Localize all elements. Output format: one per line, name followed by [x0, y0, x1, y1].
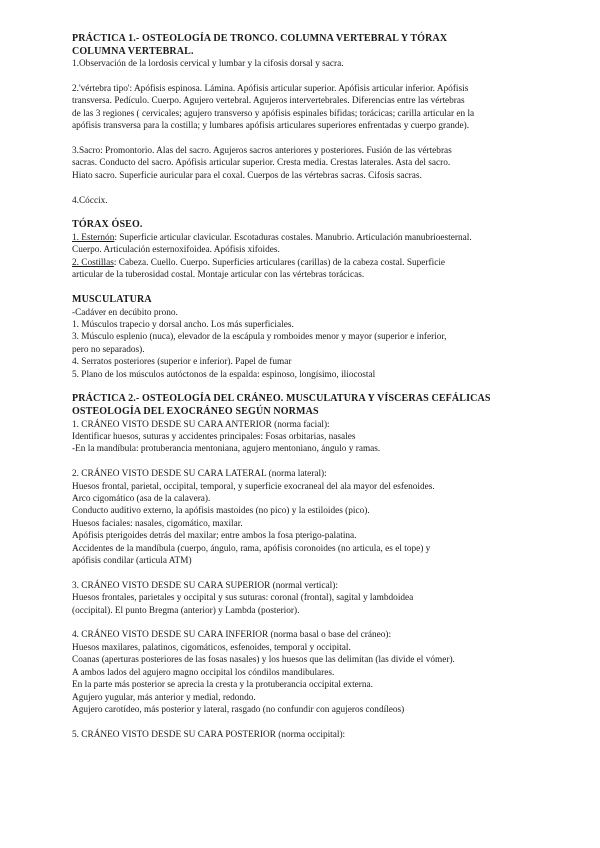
- item-1: 1.Observación de la lordosis cervical y lumbar y la cifosis dorsal y sacra.: [72, 59, 344, 70]
- norma-2-line-3: Conducto auditivo externo, la apófisis mastoides (no pico) y la estiloides (pico).: [72, 506, 370, 517]
- norma-2-line-7: apófisis condilar (articula ATM): [72, 556, 192, 567]
- item-2-line-1: 2.'vértebra tipo': Apófisis espinosa. Lámina. Apófisis articular superior. Apófisis articular inferior. Apófisis: [72, 83, 469, 94]
- norma-4-line-1: Huesos maxilares, palatinos, cigomáticos, esfenoides, temporal y occipital.: [72, 642, 351, 653]
- practice-1-title: PRÁCTICA 1.- OSTEOLOGÍA DE TRONCO. COLUMNA VERTEBRAL Y TÓRAX: [72, 33, 448, 44]
- item-3-line-3: Hiato sacro. Superficie auricular para el coxal. Cuerpos de las vértebras sacras. Cifosis sacras.: [72, 170, 422, 181]
- practice-2-title: PRÁCTICA 2.- OSTEOLOGÍA DEL CRÁNEO. MUSCULATURA Y VÍSCERAS CEFÁLICAS: [72, 393, 491, 405]
- norma-1-heading: 1. CRÁNEO VISTO DESDE SU CARA ANTERIOR (norma facial):: [72, 419, 330, 430]
- norma-2-line-2: Arco cigomático (asa de la calavera).: [72, 494, 211, 505]
- norma-1-line-1: Identificar huesos, suturas y accidentes principales: Fosas orbitarias, nasales: [72, 432, 356, 443]
- costillas-label: 2. Costillas: [72, 257, 114, 268]
- norma-3-heading: 3. CRÁNEO VISTO DESDE SU CARA SUPERIOR (normal vertical):: [72, 580, 338, 591]
- musc-line-2: 3. Músculo esplenio (nuca), elevador de la escápula y romboides menor y mayor (superior e inferior,: [72, 332, 447, 343]
- norma-4-line-5: Agujero yugular, más anterior y medial, redondo.: [72, 692, 256, 703]
- esternon-label: 1. Esternón: [72, 233, 115, 243]
- norma-4-line-4: En la parte más posterior se aprecia la cresta y la protuberancia occipital externa.: [72, 680, 373, 691]
- section-heading-exocraneo: OSTEOLOGÍA DEL EXOCRÁNEO SEGÚN NORMAS: [72, 406, 319, 418]
- item-4: 4.Cóccix.: [72, 195, 108, 206]
- norma-4-line-2: Coanas (aperturas posteriores de las fosas nasales) y los huesos que las delimitan (las divide el vómer).: [72, 655, 455, 666]
- section-heading-torax: TÓRAX ÓSEO.: [72, 219, 143, 231]
- esternon-line-2: Cuerpo. Articulación esternoxifoidea. Apófisis xifoides.: [72, 245, 280, 256]
- norma-3-line-2: (occipital). El punto Bregma (anterior) y Lambda (posterior).: [72, 605, 300, 616]
- musc-line-1: 1. Músculos trapecio y dorsal ancho. Los más superficiales.: [72, 320, 294, 331]
- norma-2-line-5: Apófisis pterigoides detrás del maxilar; entre ambos la fosa pterigo-palatina.: [72, 531, 357, 542]
- musc-line-0: -Cadáver en decúbito prono.: [72, 307, 178, 318]
- norma-4-heading: 4. CRÁNEO VISTO DESDE SU CARA INFERIOR (norma basal o base del cráneo):: [72, 630, 392, 641]
- costillas-line-2: articular de la tuberosidad costal. Montaje articular con las vértebras torácicas.: [72, 270, 365, 281]
- item-3-line-1: 3.Sacro: Promontorio. Alas del sacro. Agujeros sacros anteriores y posteriores. Fusión de las vértebras: [72, 146, 452, 156]
- item-2-line-4: apófisis transversa para la costilla; y lumbares apófisis articulares superiores enfrentadas y cuerpo grande).: [72, 121, 470, 132]
- document-page: [72, 33, 542, 741]
- musc-line-5: 5. Plano de los músculos autóctonos de la espalda: espinoso, longísimo, iliocostal: [72, 369, 376, 380]
- norma-5-heading: 5. CRÁNEO VISTO DESDE SU CARA POSTERIOR (norma occipital):: [72, 729, 346, 740]
- norma-3-line-1: Huesos frontales, parietales y occipital y sus suturas: coronal (frontal), sagital y lambdoidea: [72, 593, 414, 604]
- costillas-line-1: [72, 257, 542, 269]
- norma-2-line-6: Accidentes de la mandíbula (cuerpo, ángulo, rama, apófisis coronoides (no articula, es el tope) y: [72, 543, 431, 554]
- musc-line-3: pero no separados).: [72, 344, 145, 355]
- esternon-line-1: [72, 232, 542, 244]
- section-heading-musculatura: MUSCULATURA: [72, 294, 152, 306]
- norma-2-heading: 2. CRÁNEO VISTO DESDE SU CARA LATERAL (norma lateral):: [72, 469, 327, 480]
- costillas-text: : Cabeza. Cuello. Cuerpo. Superficies articulares (carillas) de la cabeza costal. Superficie: [113, 257, 446, 268]
- item-3-line-2: sacras. Conducto del sacro. Apófisis articular superior. Cresta media. Crestas laterales. Asta del sacro.: [72, 158, 451, 169]
- norma-2-line-1: Huesos frontal, parietal, occipital, temporal, y superficie exocraneal del ala mayor del esfenoides.: [72, 481, 435, 492]
- item-2-line-2: transversa. Pedículo. Cuerpo. Agujero vertebral. Agujeros intervertebrales. Diferencias entre las vértebras: [72, 96, 465, 107]
- item-2-line-3: de las 3 regiones ( cervicales; agujero transverso y apófisis espinales bífidas; torácicas; carilla articular en la: [72, 108, 475, 119]
- section-heading-columna: COLUMNA VERTEBRAL.: [72, 45, 194, 57]
- musc-line-4: 4. Serratos posteriores (superior e inferior). Papel de fumar: [72, 357, 292, 368]
- norma-1-line-2: -En la mandíbula: protuberancia mentoniana, agujero mentoniano, ángulo y ramas.: [72, 444, 381, 455]
- esternon-text: : Superficie articular clavicular. Escotaduras costales. Manubrio. Articulación manubrioesternal.: [114, 233, 472, 243]
- norma-2-line-4: Huesos faciales: nasales, cigomático, maxilar.: [72, 518, 243, 529]
- norma-4-line-6: Agujero carotídeo, más posterior y lateral, rasgado (no confundir con agujeros condíleos): [72, 704, 405, 715]
- norma-4-line-3: A ambos lados del agujero magno occipital los cóndilos mandibulares.: [72, 667, 335, 678]
